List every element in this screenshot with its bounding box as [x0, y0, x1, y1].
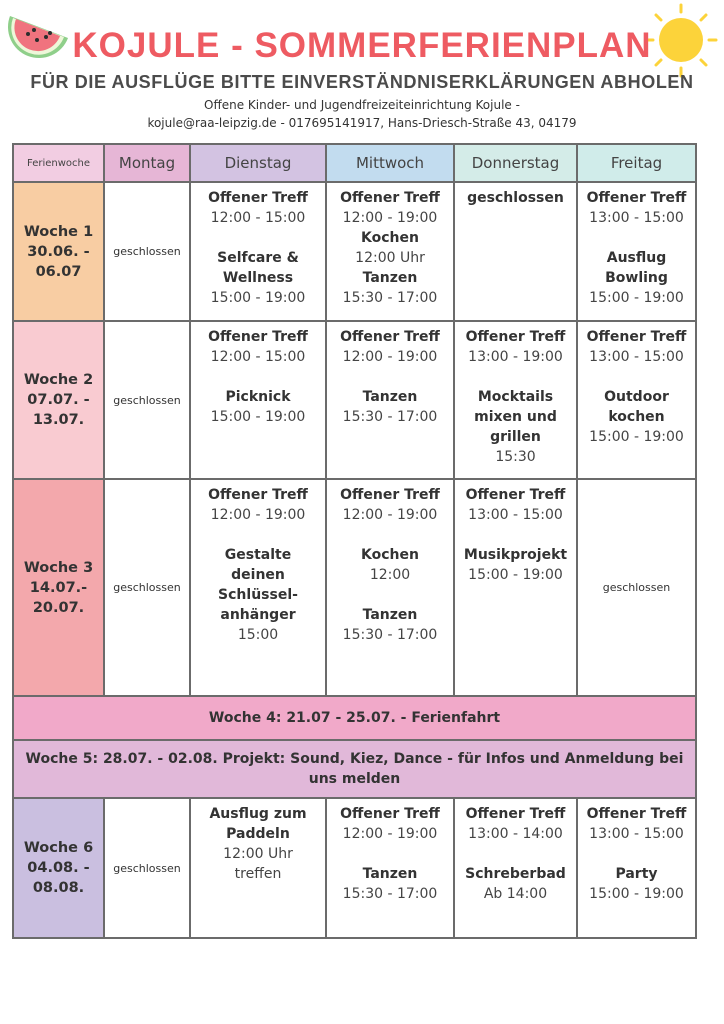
contact-info-line-1: Offene Kinder- und Jugendfreizeiteinrichtung Kojule -	[204, 98, 520, 112]
header-row	[13, 144, 696, 182]
week-2-row	[13, 321, 696, 479]
column-header-freitag: Freitag	[577, 144, 696, 182]
week-1-label: Woche 1 30.06. - 06.07	[13, 182, 104, 321]
week-6-dienstag: Ausflug zum Paddeln 12:00 Uhr treffen	[190, 798, 326, 938]
column-header-donnerstag: Donnerstag	[454, 144, 577, 182]
week-5-banner: Woche 5: 28.07. - 02.08. Projekt: Sound, Kiez, Dance - für Infos und Anmeldung bei uns melden	[13, 740, 696, 798]
week-2-label: Woche 2 07.07. - 13.07.	[13, 321, 104, 479]
week-2-montag: geschlossen	[104, 321, 190, 479]
week-3-montag: geschlossen	[104, 479, 190, 696]
week-6-mittwoch: Offener Treff 12:00 - 19:00 Tanzen 15:30 - 17:00	[326, 798, 454, 938]
week-1-mittwoch: Offener Treff 12:00 - 19:00 Kochen 12:00 Uhr Tanzen 15:30 - 17:00	[326, 182, 454, 321]
week-3-label: Woche 3 14.07.- 20.07.	[13, 479, 104, 696]
week-6-row	[13, 798, 696, 938]
week-4-banner: Woche 4: 21.07 - 25.07. - Ferienfahrt	[13, 696, 696, 740]
week-6-donnerstag: Offener Treff 13:00 - 14:00 Schreberbad Ab 14:00	[454, 798, 577, 938]
week-3-freitag: geschlossen	[577, 479, 696, 696]
week-3-row	[13, 479, 696, 696]
week-6-montag: geschlossen	[104, 798, 190, 938]
week-4-row	[13, 696, 696, 740]
column-header-ferienwoche: Ferienwoche	[13, 144, 104, 182]
schedule-table	[12, 143, 697, 939]
column-header-montag: Montag	[104, 144, 190, 182]
week-1-dienstag: Offener Treff 12:00 - 15:00 Selfcare & Wellness 15:00 - 19:00	[190, 182, 326, 321]
week-3-mittwoch: Offener Treff 12:00 - 19:00 Kochen 12:00 Tanzen 15:30 - 17:00	[326, 479, 454, 696]
week-2-freitag: Offener Treff 13:00 - 15:00 Outdoor kochen 15:00 - 19:00	[577, 321, 696, 479]
week-1-row	[13, 182, 696, 321]
week-6-freitag: Offener Treff 13:00 - 15:00 Party 15:00 - 19:00	[577, 798, 696, 938]
page-subtitle: FÜR DIE AUSFLÜGE BITTE EINVERSTÄNDNISERKLÄRUNGEN ABHOLEN	[30, 72, 694, 92]
week-6-label: Woche 6 04.08. - 08.08.	[13, 798, 104, 938]
week-3-donnerstag: Offener Treff 13:00 - 15:00 Musikprojekt 15:00 - 19:00	[454, 479, 577, 696]
week-2-mittwoch: Offener Treff 12:00 - 19:00 Tanzen 15:30 - 17:00	[326, 321, 454, 479]
page-title: KOJULE - SOMMERFERIENPLAN	[72, 26, 652, 65]
column-header-mittwoch: Mittwoch	[326, 144, 454, 182]
contact-info-line-2: kojule@raa-leipzig.de - 017695141917, Hans-Driesch-Straße 43, 04179	[147, 116, 577, 130]
week-5-row	[13, 740, 696, 798]
week-3-dienstag: Offener Treff 12:00 - 19:00 Gestalte deinen Schlüssel- anhänger 15:00	[190, 479, 326, 696]
week-2-dienstag: Offener Treff 12:00 - 15:00 Picknick 15:00 - 19:00	[190, 321, 326, 479]
week-2-donnerstag: Offener Treff 13:00 - 19:00 Mocktails mixen und grillen 15:30	[454, 321, 577, 479]
week-1-montag: geschlossen	[104, 182, 190, 321]
column-header-dienstag: Dienstag	[190, 144, 326, 182]
week-1-donnerstag: geschlossen	[454, 182, 577, 321]
week-1-freitag: Offener Treff 13:00 - 15:00 Ausflug Bowling 15:00 - 19:00	[577, 182, 696, 321]
